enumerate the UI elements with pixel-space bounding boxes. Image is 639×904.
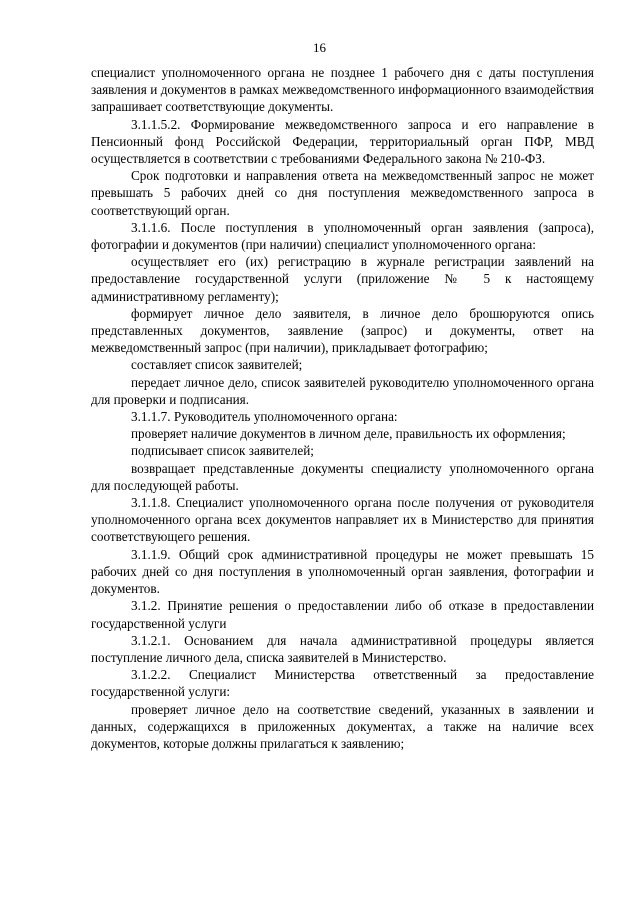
paragraph: 3.1.1.5.2. Формирование межведомственного запроса и его направление в Пенсионный фонд Российской Федерации, территориальный орган ПФР, МВД осуществляется в соответствии с требованиями Федерального закона № 210-ФЗ. (91, 116, 594, 167)
paragraph: 3.1.1.8. Специалист уполномоченного органа после получения от руководителя уполномоченного органа всех документов направляет их в Министерство для принятия соответствующего решения. (91, 495, 594, 545)
paragraph: 3.1.1.6. После поступления в уполномоченный орган заявления (запроса), фотографии и документов (при наличии) специалист уполномоченного органа: (91, 219, 594, 253)
paragraph: проверяет личное дело на соответствие сведений, указанных в заявлении и данных, содержащихся в приложенных документах, а также на наличие всех документов, которые должны прилагаться к заявлению; (91, 701, 594, 751)
paragraph: специалист уполномоченного органа не позднее 1 рабочего дня с даты поступления заявления и документов в рамках межведомственного информационного взаимодействия запрашивает соответствующие документы. (91, 65, 594, 115)
body-text (91, 64, 594, 752)
paragraph: 3.1.1.9. Общий срок административной процедуры не может превышать 15 рабочих дней со дня поступления в уполномоченный орган заявления, фотографии и документов. (91, 546, 594, 597)
paragraph: осуществляет его (их) регистрацию в журнале регистрации заявлений на предоставление государственной услуги (приложение № 5 к настоящему административному регламенту); (91, 254, 594, 304)
paragraph: подписывает список заявителей; (131, 443, 314, 459)
paragraph: передает личное дело, список заявителей руководителю уполномоченного органа для проверки и подписания. (91, 374, 594, 407)
paragraph: формирует личное дело заявителя, в личное дело брошюруются опись представленных документов, заявление (запрос) и документы, ответ на межведомственный запрос (при наличии), прикладывает фотографию; (91, 305, 594, 356)
paragraph: возвращает представленные документы специалисту уполномоченного органа для последующей работы. (91, 460, 594, 493)
paragraph: Срок подготовки и направления ответа на межведомственный запрос не может превышать 5 рабочих дней со дня поступления межведомственного запроса в соответствующий орган. (91, 168, 594, 218)
paragraph: 3.1.2. Принятие решения о предоставлении либо об отказе в предоставлении государственной услуги (91, 598, 594, 631)
paragraph: проверяет наличие документов в личном деле, правильность их оформления; (131, 426, 566, 442)
paragraph: 3.1.2.2. Специалист Министерства ответственный за предоставление государственной услуги: (91, 667, 594, 700)
page-number: 16 (313, 40, 326, 55)
paragraph: составляет список заявителей; (131, 357, 303, 373)
paragraph: 3.1.1.7. Руководитель уполномоченного органа: (131, 409, 398, 425)
paragraph: 3.1.2.1. Основанием для начала административной процедуры является поступление личного дела, списка заявителей в Министерство. (91, 632, 594, 665)
